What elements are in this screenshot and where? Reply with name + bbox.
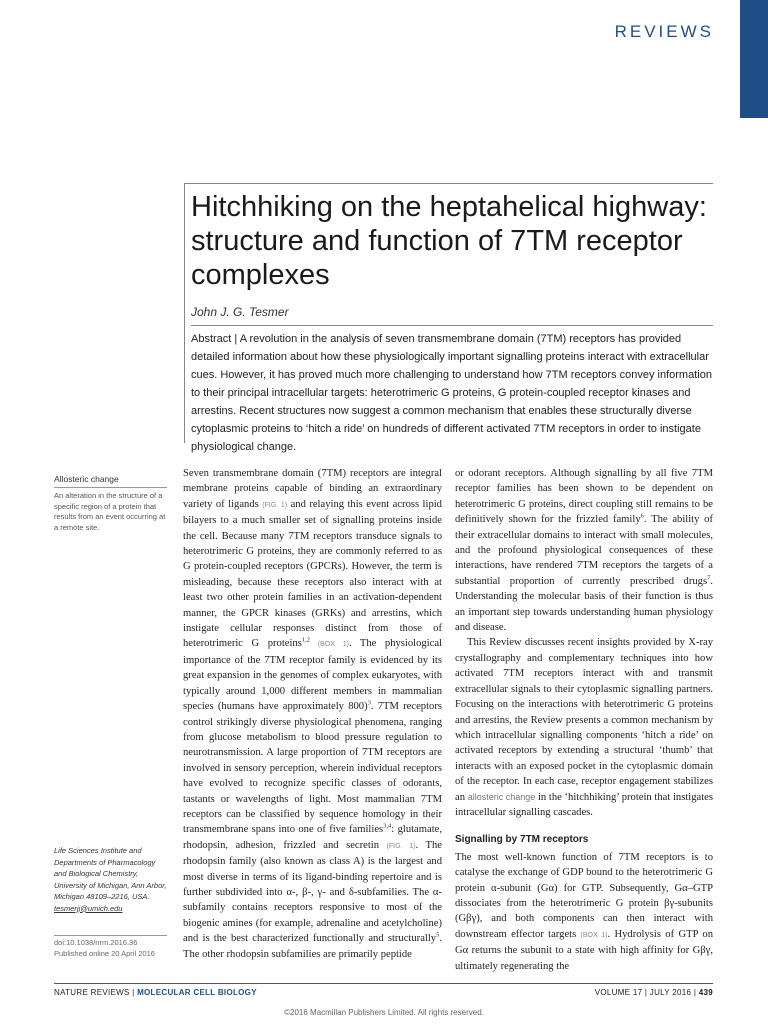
footer-issue: VOLUME 17 | JULY 2016 | 439	[594, 988, 713, 997]
page-number: 439	[698, 988, 713, 997]
citation[interactable]: 3	[367, 699, 371, 707]
glossary-term-link[interactable]: allosteric change	[467, 791, 536, 802]
box-ref-link[interactable]: (BOX 1)	[309, 641, 349, 649]
body-column-2	[455, 466, 713, 974]
published-date: Published online 20 April 2016	[54, 948, 155, 958]
citation[interactable]: 3,4	[383, 822, 392, 830]
glossary-definition: An alteration in the structure of a specific region of a protein that results from an event occurring at a remote site.	[54, 491, 166, 532]
section-color-bar	[740, 0, 768, 118]
body-column-1	[183, 466, 442, 962]
doi-rule	[54, 935, 167, 936]
citation[interactable]: 6	[640, 512, 644, 520]
article-abstract: Abstract | A revolution in the analysis of seven transmembrane domain (7TM) receptors has provided detailed information about how these physiologically important signalling proteins interact with extracellular cues. However, it has proved much more challenging to understand how 7TM receptors convey information to their principal intracellular targets: heterotrimeric G proteins, G protein-coupled receptor kinases and arrestins. Recent structures now suggest a common mechanism that enables these structurally diverse cytoplasmic proteins to ‘hitch a ride’ on hundreds of different activated 7TM receptors in order to instigate physiological change.	[191, 333, 712, 453]
article-author: John J. G. Tesmer	[191, 305, 289, 319]
affiliation-text: Life Sciences Institute and Departments of Pharmacology and Biological Chemistry, University of Michigan, Ann Arbor, Michigan 48109–2216, USA.	[54, 846, 167, 901]
citation[interactable]: 5	[436, 931, 440, 939]
citation[interactable]: 7	[707, 574, 711, 582]
author-email[interactable]: tesmerjj@umich.edu	[54, 903, 123, 913]
body-paragraph: or odorant receptors. Although signalling by all five 7TM receptor families has been shown to be dependent on heterotrimeric G proteins, direct coupling still remains to be definitively shown for the frizzled family$^6$. The ability of their extracellular domains to interact with small molecules, and the profound physiological consequences of these interactions, have rendered 7TM receptors the targets of a substantial proportion of currently prescribed drugs$^7$. Understanding the molecular basis of their function is thus an important step towards understanding human physiology and disease.	[455, 468, 713, 634]
volume-label: VOLUME 17	[594, 988, 643, 997]
body-paragraph: This Review discusses recent insights provided by X-ray crystallography and complementary techniques into how activated 7TM receptors interact with and transmit extracellular signals to their cytoplasmic signalling partners. Focusing on the interactions with heterotrimeric G proteins and arrestins, the Review presents a common mechanism by which intracellular signalling components ‘hitch a ride’ on activated receptors by extending a structural ‘thumb’ that interacts with an exposed pocket in the cytoplasmic domain of the receptor. In each case, receptor engagement stabilizes an allosteric change in the ‘hitchhiking’ protein that instigates intracellular signalling cascades.	[455, 637, 713, 818]
body-paragraph: Seven transmembrane domain (7TM) receptors are integral membrane proteins capable of binding an extraordinary variety of ligands (FIG. 1) and relaying this event across lipid bilayers to a much smaller set of signalling proteins inside the cell. Because many 7TM receptors transduce signals to heterotrimeric G proteins, they are commonly referred to as G protein-coupled receptors (GPCRs). However, the term is misleading, because these receptors also interact with at least two other protein families in an activation-dependent manner, the GPCR kinases (GRKs) and arrestins, which instigate cellular responses distinct from those of heterotrimeric G proteins$^{1,2}$ (BOX 1). The physiological importance of the 7TM receptor family is evidenced by its great expansion in the genomes of complex eukaryotes, with typically around 1,000 different members in mammalian species (humans have approximately 800)$^3$. 7TM receptors control strikingly diverse physiological phenomena, ranging from glucose metabolism to blood pressure regulation to neurotransmission. A large proportion of 7TM receptors are involved in sensory perception, wherein individual receptors have evolved to recognize specific classes of odorants, tastants or wavelengths of light. Most mammalian 7TM receptors can be classified by sequence homology in their transmembrane spans into one of five families$^{3,4}$: glutamate, rhodopsin, adhesion, frizzled and secretin (FIG. 1). The rhodopsin family (also known as class A) is the largest and most diverse in terms of its ligand-binding repertoire and is further subdivided into α-, β-, γ- and δ-subfamilies. The α-subfamily contains receptors responsive to most of the biogenic amines (for example, adrenaline and acetylcholine) and is the best characterized functionally and structurally$^5$. The other rhodopsin subfamilies are primarily peptide	[183, 468, 442, 960]
journal-separator: |	[129, 988, 138, 997]
copyright-notice: ©2016 Macmillan Publishers Limited. All rights reserved.	[284, 1008, 484, 1017]
glossary-term: Allosteric change	[54, 474, 167, 488]
title-left-rule	[184, 183, 185, 443]
issue-date: JULY 2016	[649, 988, 692, 997]
glossary-note	[54, 474, 167, 533]
section-heading: Signalling by 7TM receptors	[455, 834, 589, 846]
journal-subtitle: MOLECULAR CELL BIOLOGY	[137, 988, 257, 997]
journal-name: NATURE REVIEWS	[54, 988, 130, 997]
figure-ref-link[interactable]: (FIG. 1)	[386, 842, 416, 850]
author-rule	[191, 325, 713, 326]
author-affiliation	[54, 845, 167, 914]
body-paragraph: The most well-known function of 7TM receptors is to catalyse the exchange of GDP bound to the heterotrimeric G protein α-subunit (Gα) for GTP. Subsequently, Gα–GTP dissociates from the heterotrimeric G protein βγ-subunits (Gβγ), and both components can then interact with downstream effector targets (BOX 1). Hydrolysis of GTP on Gα returns the subunit to a state with high affinity for Gβγ, ultimately regenerating the	[455, 851, 713, 972]
section-label: REVIEWS	[614, 22, 714, 41]
footer-rule	[54, 983, 713, 984]
doi-link[interactable]: doi:10.1038/nrm.2016.36	[54, 938, 138, 947]
box-ref-link[interactable]: (BOX 1)	[580, 931, 608, 939]
citation[interactable]: 1,2	[301, 636, 310, 644]
article-title: Hitchhiking on the heptahelical highway: structure and function of 7TM receptor complexes	[191, 191, 707, 291]
doi-block	[54, 935, 167, 959]
figure-ref-link[interactable]: (FIG. 1)	[262, 501, 288, 509]
footer-journal	[54, 988, 257, 997]
title-top-rule	[184, 183, 713, 184]
